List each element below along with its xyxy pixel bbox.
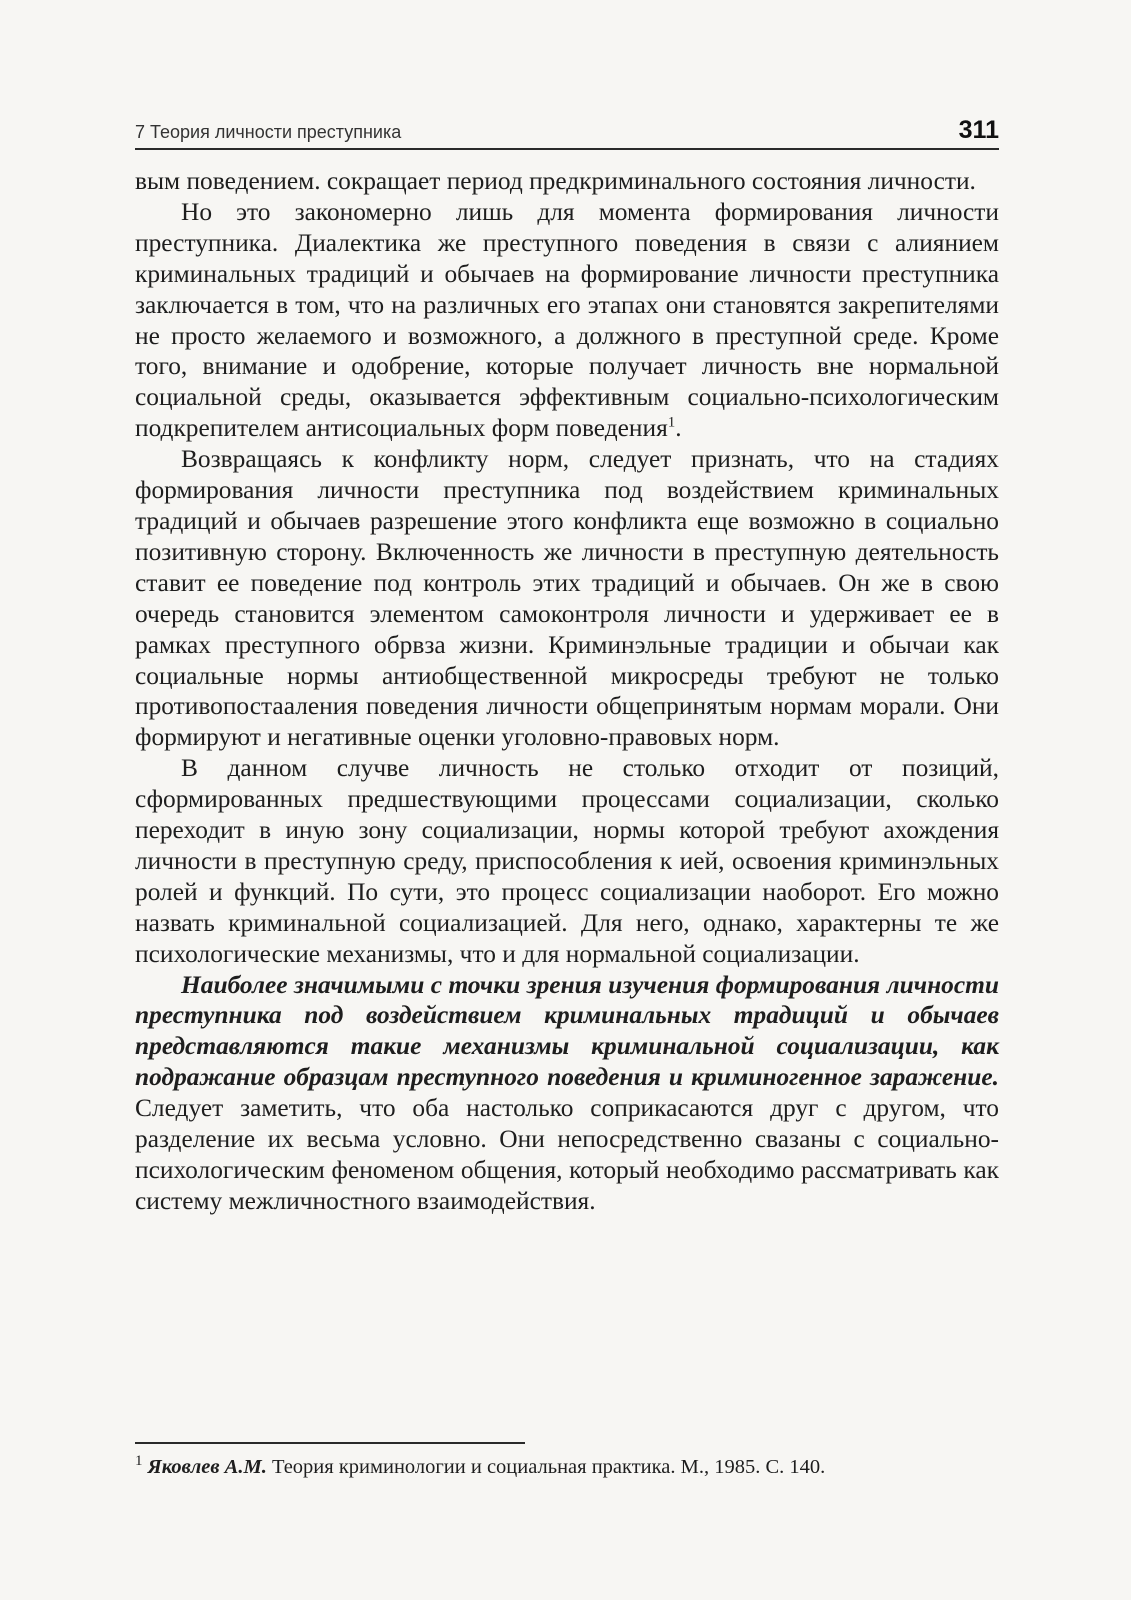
paragraph-2-end: .	[675, 414, 682, 443]
footnote-divider	[135, 1442, 525, 1444]
footnote-author: Яковлев А.М.	[147, 1456, 267, 1478]
footnote	[135, 1454, 999, 1480]
footnote-number: 1	[135, 1453, 143, 1470]
footnote-text: Теория криминологии и социальная практика. М., 1985. С. 140.	[266, 1456, 826, 1478]
paragraph-2-text: Но это закономерно лишь для момента формирования личности преступника. Диалектика же преступного поведения в связи с алиянием криминальных традиций и обычаев на формирование личности преступника заключается в том, что на различных его этапах они становятся закрепителями не просто желаемого и возможного, а должного в преступной среде. Кроме того, внимание и одобрение, которые получает личность вне нормальной социальной среды, оказывается эффективным социально-психологическим подкрепителем антисоциальных форм поведения	[135, 197, 999, 443]
page-header	[135, 112, 999, 150]
paragraph-3: Возвращаясь к конфликту норм, следует признать, что на стадиях формирования личности преступника под воздействием криминальных традиций и обычаев разрешение этого конфликта еще возможно в социально позитивную сторону. Включенность же личности в преступную деятельность ставит ее поведение под контроль этих традиций и обычаев. Он же в свою очередь становится элементом самоконтроля личности и удерживает ее в рамках преступного обрвза жизни. Криминэльные традиции и обычаи как социальные нормы антиобщественной микросреды требуют не только противопостааления поведения личности общепринятым нормам морали. Они формируют и негативные оценки уголовно-правовых норм.	[135, 445, 999, 752]
paragraph-2	[135, 197, 999, 444]
page-number: 311	[958, 116, 999, 144]
paragraph-4: В данном случве личность не столько отходит от позиций, сформированных предшествующими процессами социализации, сколько переходит в иную зону социализации, нормы которой требуют ахождения личности в преступную среду, приспособления к ией, освоения криминэльных ролей и функций. По сути, это процесс социализации наоборот. Его можно назвать криминальной социализацией. Для него, однако, характерны те же психологические механизмы, что и для нормальной социализации.	[135, 754, 999, 968]
paragraph-5-emphasis: Наиболее значимыми с точки зрения изучения формирования личности преступника под воздействием криминальных традиций и обычаев представляются такие механизмы криминальной социализации, как подражание образцам преступного поведения и криминогенное заражение.	[135, 970, 999, 1092]
footnote-reference: 1	[667, 414, 676, 431]
paragraph-1: вым поведением. сокращает период предкриминального состояния личности.	[135, 167, 976, 195]
paragraph-5	[135, 970, 999, 1217]
paragraph-5-text: Следует заметить, что оба настолько соприкасаются друг с другом, что разделение их весьма условно. Они непосредственно свазаны с социально-психологическим феноменом общения, который необходимо рассматривать как систему межличностного взаимодействия.	[135, 1094, 999, 1215]
body-text	[135, 166, 999, 1217]
running-title: 7 Теория личности преступника	[135, 122, 402, 142]
